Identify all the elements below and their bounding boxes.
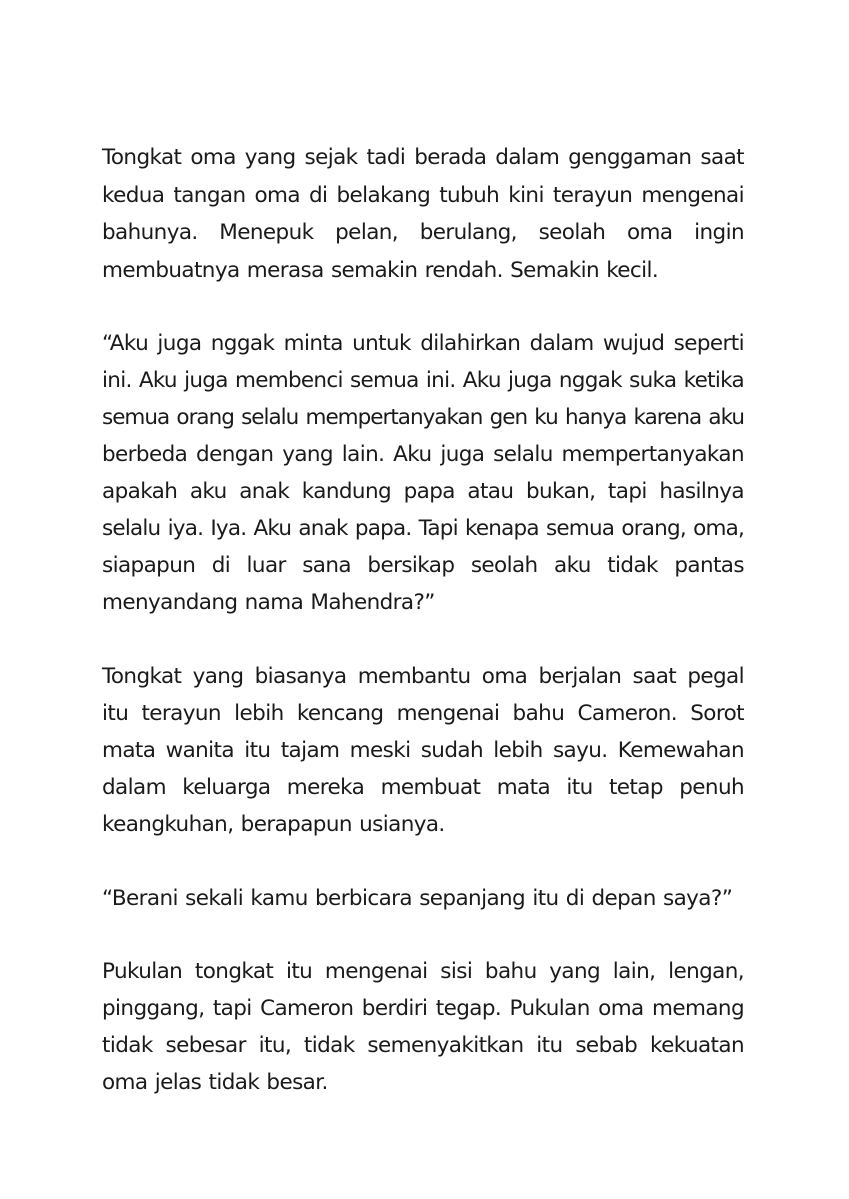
text-line: “Berani sekali kamu berbicara sepanjang itu di depan saya?” <box>102 886 733 911</box>
text-line: oma jelas tidak besar. <box>102 1070 328 1095</box>
text-line: tidak sebesar itu, tidak semenyakitkan itu sebab kekuatan <box>102 1033 744 1058</box>
text-line: berbeda dengan yang lain. Aku juga selalu mempertanyakan <box>102 442 744 467</box>
text-line: mata wanita itu tajam meski sudah lebih sayu. Kemewahan <box>102 738 744 763</box>
text-line: Tongkat oma yang sejak tadi berada dalam genggaman saat <box>102 145 744 170</box>
text-line: kedua tangan oma di belakang tubuh kini terayun mengenai <box>102 183 744 208</box>
text-line: itu terayun lebih kencang mengenai bahu Cameron. Sorot <box>102 701 744 726</box>
text-line: keangkuhan, berapapun usianya. <box>102 812 445 837</box>
text-line: siapapun di luar sana bersikap seolah aku tidak pantas <box>102 553 744 578</box>
text-line: membuatnya merasa semakin rendah. Semakin kecil. <box>102 258 659 283</box>
text-line: “Aku juga nggak minta untuk dilahirkan dalam wujud seperti <box>102 331 744 356</box>
text-line: ini. Aku juga membenci semua ini. Aku juga nggak suka ketika <box>102 368 744 393</box>
text-line: selalu iya. Iya. Aku anak papa. Tapi kenapa semua orang, oma, <box>102 516 744 541</box>
text-line: pinggang, tapi Cameron berdiri tegap. Pukulan oma memang <box>102 996 744 1021</box>
text-line: dalam keluarga mereka membuat mata itu tetap penuh <box>102 775 744 800</box>
text-line: semua orang selalu mempertanyakan gen ku hanya karena aku <box>102 405 744 430</box>
text-line: apakah aku anak kandung papa atau bukan, tapi hasilnya <box>102 479 744 504</box>
text-line: bahunya. Menepuk pelan, berulang, seolah oma ingin <box>102 220 744 245</box>
text-line: menyandang nama Mahendra?” <box>102 590 435 615</box>
text-line: Pukulan tongkat itu mengenai sisi bahu yang lain, lengan, <box>102 959 744 984</box>
text-line: Tongkat yang biasanya membantu oma berjalan saat pegal <box>102 664 744 689</box>
